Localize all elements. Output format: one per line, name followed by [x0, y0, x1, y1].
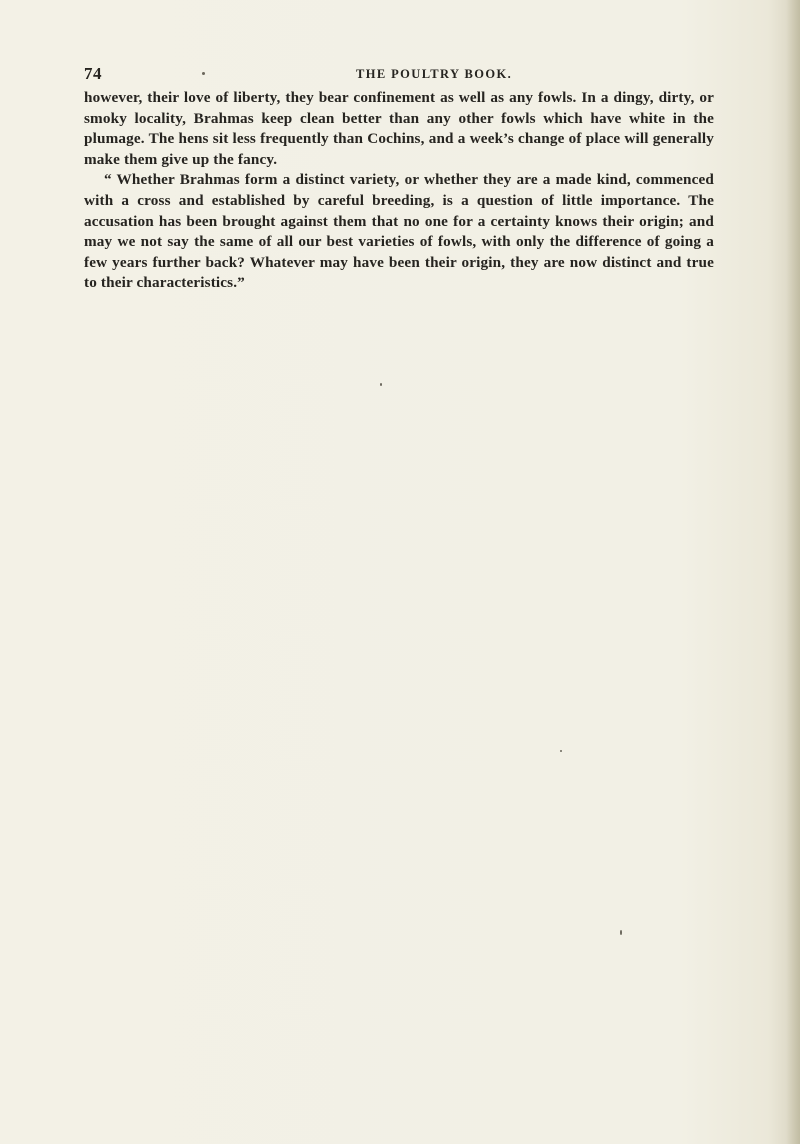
running-title: THE POULTRY BOOK. — [356, 67, 513, 81]
running-head — [84, 64, 714, 86]
ink-speck — [202, 72, 205, 75]
body-text — [84, 88, 714, 294]
paragraph-1: however, their love of liberty, they bear confinement as well as any fowls. In a dingy, dirty, or smoky locality, Brahmas keep clean better than any other fowls which have white in the plumage. The hens sit less frequently than Cochins, and a week’s change of place will generally make them give up the fancy. — [84, 89, 714, 168]
ink-speck — [380, 383, 382, 386]
ink-speck — [620, 930, 622, 935]
ink-speck — [560, 750, 562, 752]
page-number: 74 — [84, 64, 102, 83]
paragraph-2: “ Whether Brahmas form a distinct variety, or whether they are a made kind, commenced with a cross and established by careful breeding, is a question of little importance. The accusation has been brought against them that no one for a certainty knows their origin; and may we not say the same of all our best varieties of fowls, with only the difference of going a few years further back? Whatever may have been their origin, they are now distinct and true to their characteristics.” — [84, 171, 714, 292]
page-edge-shadow — [786, 0, 800, 1144]
